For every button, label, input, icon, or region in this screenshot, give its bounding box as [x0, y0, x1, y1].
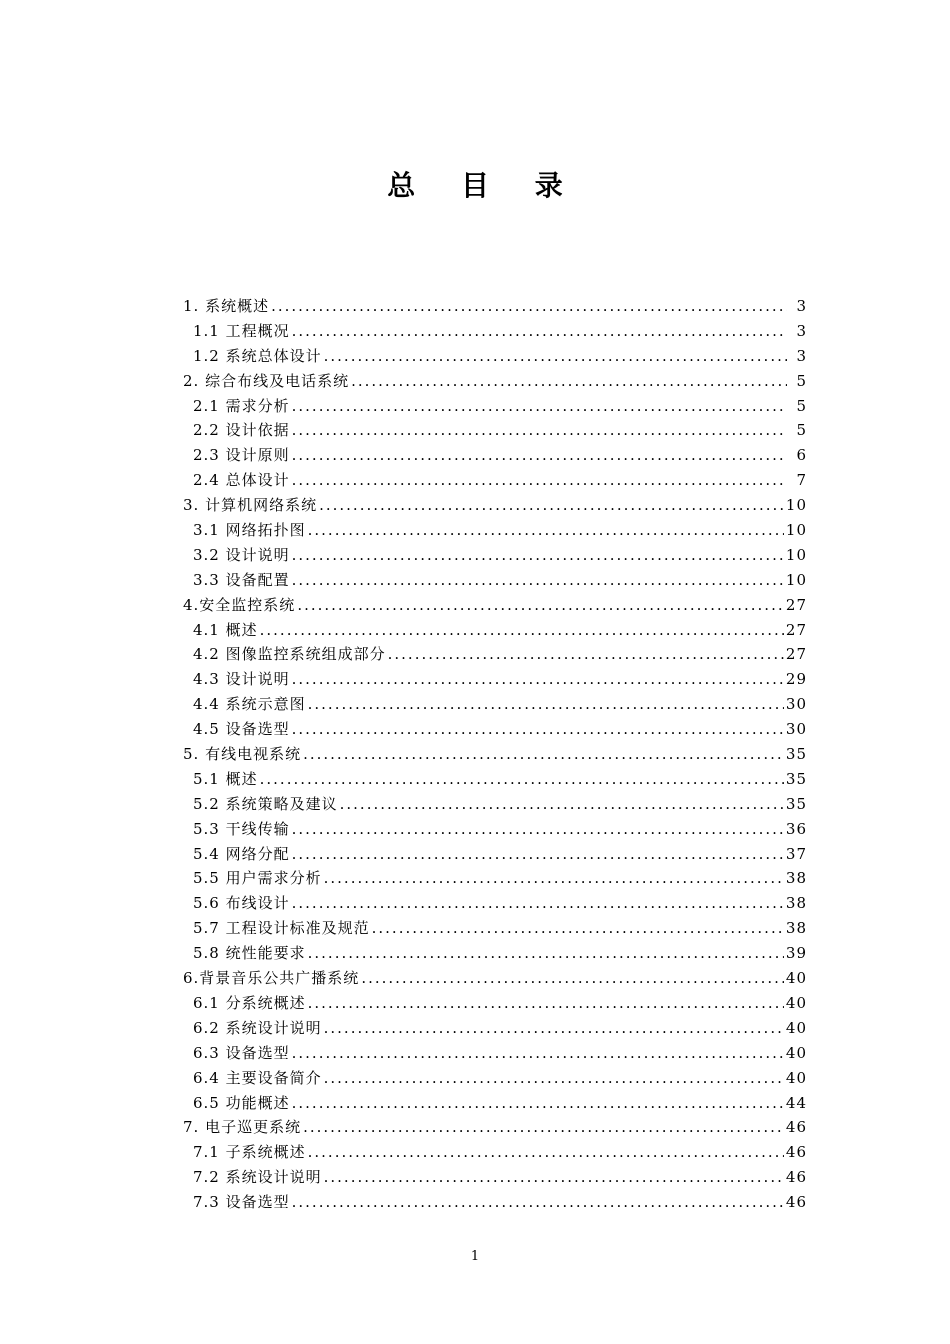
toc-entry-page: 38 [785, 894, 807, 913]
toc-entry-page: 27 [785, 620, 807, 639]
toc-subsection-entry[interactable] [183, 394, 807, 419]
toc-entry-page: 30 [785, 695, 807, 714]
toc-entry-page: 38 [785, 869, 807, 888]
toc-entry-label: 3. 计算机网络系统 [183, 496, 318, 515]
toc-subsection-entry[interactable] [183, 1066, 807, 1091]
toc-entry-page: 27 [785, 645, 807, 664]
toc-dot-leader [292, 418, 787, 443]
toc-entry-label: 2.4 总体设计 [193, 471, 290, 490]
toc-entry-page: 46 [785, 1193, 807, 1212]
toc-entry-label: 6.3 设备选型 [193, 1043, 290, 1062]
toc-entry-label: 4.5 设备选型 [193, 720, 290, 739]
toc-subsection-entry[interactable] [183, 468, 807, 493]
toc-entry-page: 40 [785, 1068, 807, 1087]
toc-dot-leader [292, 543, 784, 568]
toc-entry-label: 2.3 设计原则 [193, 446, 290, 465]
toc-dot-leader [303, 1115, 784, 1140]
toc-dot-leader [324, 1016, 784, 1041]
toc-subsection-entry[interactable] [183, 866, 807, 891]
toc-subsection-entry[interactable] [183, 344, 807, 369]
toc-entry-page: 3 [796, 297, 807, 315]
toc-section-entry[interactable] [183, 593, 807, 618]
toc-entry-label: 7.3 设备选型 [193, 1193, 290, 1212]
toc-subsection-entry[interactable] [183, 891, 807, 916]
toc-entry-label: 6.1 分系统概述 [193, 993, 306, 1012]
toc-entry-page: 10 [785, 496, 807, 515]
toc-dot-leader [372, 916, 784, 941]
toc-subsection-entry[interactable] [183, 319, 807, 344]
toc-entry-label: 2.1 需求分析 [193, 396, 290, 415]
toc-entry-page: 40 [785, 1043, 807, 1062]
toc-dot-leader [308, 692, 784, 717]
toc-entry-page: 39 [785, 944, 807, 963]
toc-entry-label: 5.2 系统策略及建议 [193, 794, 338, 813]
toc-subsection-entry[interactable] [183, 1016, 807, 1041]
toc-entry-page: 44 [785, 1093, 807, 1112]
toc-dot-leader [308, 991, 784, 1016]
toc-dot-leader [292, 842, 784, 867]
toc-subsection-entry[interactable] [183, 1165, 807, 1190]
table-of-contents [183, 294, 807, 1215]
toc-subsection-entry[interactable] [183, 667, 807, 692]
toc-dot-leader [297, 593, 784, 618]
toc-entry-label: 7.1 子系统概述 [193, 1143, 306, 1162]
toc-entry-label: 6.5 功能概述 [193, 1093, 290, 1112]
toc-subsection-entry[interactable] [183, 642, 807, 667]
toc-subsection-entry[interactable] [183, 1091, 807, 1116]
toc-entry-label: 6.2 系统设计说明 [193, 1018, 322, 1037]
toc-dot-leader [303, 742, 784, 767]
toc-dot-leader [260, 767, 784, 792]
toc-dot-leader [388, 642, 784, 667]
toc-subsection-entry[interactable] [183, 817, 807, 842]
toc-dot-leader [319, 493, 784, 518]
toc-subsection-entry[interactable] [183, 792, 807, 817]
toc-dot-leader [308, 1140, 784, 1165]
toc-entry-page: 7 [796, 471, 807, 490]
toc-entry-label: 5.5 用户需求分析 [193, 869, 322, 888]
toc-entry-page: 5 [796, 396, 807, 415]
toc-entry-page: 36 [785, 819, 807, 838]
toc-subsection-entry[interactable] [183, 418, 807, 443]
toc-dot-leader [292, 319, 787, 344]
toc-section-entry[interactable] [183, 369, 807, 394]
toc-entry-label: 1.1 工程概况 [193, 321, 290, 340]
toc-entry-page: 3 [796, 321, 807, 340]
toc-dot-leader [260, 618, 784, 643]
toc-subsection-entry[interactable] [183, 842, 807, 867]
toc-subsection-entry[interactable] [183, 991, 807, 1016]
toc-entry-label: 6.背景音乐公共广播系统 [183, 969, 360, 988]
toc-entry-label: 5.3 干线传输 [193, 819, 290, 838]
toc-entry-label: 3.1 网络拓扑图 [193, 521, 306, 540]
toc-entry-page: 35 [785, 794, 807, 813]
toc-dot-leader [340, 792, 784, 817]
toc-dot-leader [292, 717, 784, 742]
toc-entry-label: 4.1 概述 [193, 620, 258, 639]
toc-entry-page: 35 [785, 745, 807, 764]
toc-entry-label: 1.2 系统总体设计 [193, 346, 322, 365]
toc-dot-leader [292, 667, 784, 692]
toc-section-entry[interactable] [183, 294, 807, 319]
toc-dot-leader [292, 891, 784, 916]
toc-entry-label: 3.3 设备配置 [193, 570, 290, 589]
toc-entry-page: 10 [785, 521, 807, 540]
toc-entry-label: 4.4 系统示意图 [193, 695, 306, 714]
toc-entry-page: 46 [785, 1143, 807, 1162]
toc-entry-page: 29 [785, 670, 807, 689]
toc-subsection-entry[interactable] [183, 1140, 807, 1165]
toc-entry-label: 5.1 概述 [193, 769, 258, 788]
toc-entry-label: 5.6 布线设计 [193, 894, 290, 913]
toc-entry-label: 3.2 设计说明 [193, 545, 290, 564]
toc-subsection-entry[interactable] [183, 518, 807, 543]
toc-entry-page: 6 [796, 446, 807, 465]
toc-subsection-entry[interactable] [183, 543, 807, 568]
toc-dot-leader [361, 966, 784, 991]
toc-dot-leader [292, 817, 784, 842]
toc-subsection-entry[interactable] [183, 717, 807, 742]
toc-entry-label: 4.2 图像监控系统组成部分 [193, 645, 386, 664]
toc-subsection-entry[interactable] [183, 443, 807, 468]
toc-entry-page: 3 [796, 346, 807, 365]
toc-subsection-entry[interactable] [183, 1190, 807, 1215]
toc-entry-page: 5 [796, 371, 807, 390]
toc-dot-leader [324, 344, 787, 369]
toc-entry-page: 37 [785, 844, 807, 863]
toc-dot-leader [324, 1165, 784, 1190]
toc-entry-label: 5.4 网络分配 [193, 844, 290, 863]
toc-section-entry[interactable] [183, 966, 807, 991]
toc-dot-leader [308, 941, 784, 966]
toc-entry-page: 5 [796, 421, 807, 440]
toc-dot-leader [292, 1091, 784, 1116]
toc-entry-label: 4.安全监控系统 [183, 595, 296, 614]
toc-entry-label: 6.4 主要设备简介 [193, 1068, 322, 1087]
toc-dot-leader [271, 294, 787, 319]
toc-entry-label: 2. 综合布线及电话系统 [183, 371, 350, 390]
toc-entry-label: 7.2 系统设计说明 [193, 1168, 322, 1187]
toc-subsection-entry[interactable] [183, 568, 807, 593]
toc-entry-page: 46 [785, 1168, 807, 1187]
toc-entry-label: 5. 有线电视系统 [183, 745, 302, 764]
page-title: 总 目 录 [387, 169, 581, 202]
toc-entry-page: 27 [785, 595, 807, 614]
toc-subsection-entry[interactable] [183, 941, 807, 966]
toc-subsection-entry[interactable] [183, 767, 807, 792]
toc-dot-leader [324, 1066, 784, 1091]
toc-entry-label: 2.2 设计依据 [193, 421, 290, 440]
toc-entry-page: 35 [785, 769, 807, 788]
toc-entry-label: 1. 系统概述 [183, 297, 270, 315]
toc-dot-leader [308, 518, 784, 543]
toc-subsection-entry[interactable] [183, 692, 807, 717]
toc-dot-leader [292, 568, 784, 593]
toc-dot-leader [292, 443, 787, 468]
toc-entry-page: 40 [785, 993, 807, 1012]
toc-entry-label: 5.7 工程设计标准及规范 [193, 919, 370, 938]
toc-entry-page: 30 [785, 720, 807, 739]
toc-section-entry[interactable] [183, 742, 807, 767]
toc-section-entry[interactable] [183, 1115, 807, 1140]
toc-entry-label: 5.8 统性能要求 [193, 944, 306, 963]
toc-dot-leader [292, 394, 787, 419]
toc-dot-leader [351, 369, 787, 394]
toc-subsection-entry[interactable] [183, 1041, 807, 1066]
toc-entry-label: 4.3 设计说明 [193, 670, 290, 689]
toc-entry-page: 46 [785, 1118, 807, 1137]
toc-entry-page: 10 [785, 570, 807, 589]
toc-dot-leader [292, 1041, 784, 1066]
toc-entry-page: 38 [785, 919, 807, 938]
toc-dot-leader [324, 866, 784, 891]
toc-dot-leader [292, 1190, 784, 1215]
footer-page-number: 1 [470, 1249, 480, 1264]
toc-section-entry[interactable] [183, 493, 807, 518]
toc-entry-label: 7. 电子巡更系统 [183, 1118, 302, 1137]
toc-entry-page: 40 [785, 1018, 807, 1037]
toc-entry-page: 10 [785, 545, 807, 564]
toc-subsection-entry[interactable] [183, 916, 807, 941]
toc-dot-leader [292, 468, 787, 493]
toc-entry-page: 40 [785, 969, 807, 988]
toc-subsection-entry[interactable] [183, 618, 807, 643]
